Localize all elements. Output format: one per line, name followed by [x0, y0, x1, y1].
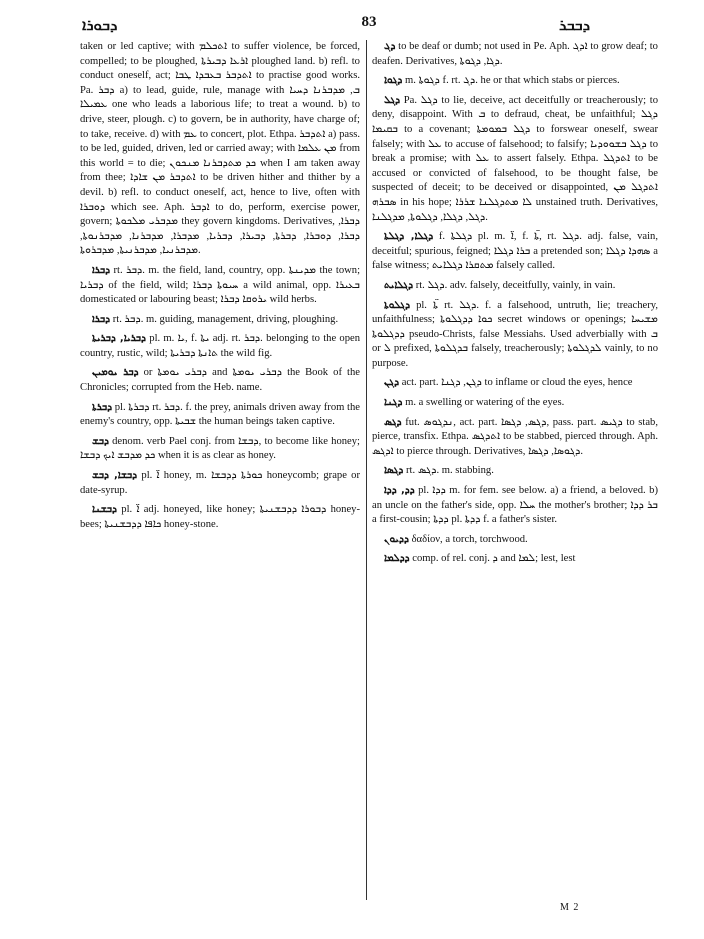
- entry-headword: ܕܓܠ: [384, 94, 401, 106]
- entry-headword: ܕܓܣܐ: [384, 465, 404, 477]
- entry-definition: δαδίον, a torch, torchwood.: [411, 533, 528, 545]
- entry-definition: comp. of rel. conj. ܕ and ܠܡܐ; lest, lest: [412, 553, 576, 565]
- entry-headword: ܕܒܪܐ: [92, 264, 111, 276]
- entry-definition: rt. ܕܒܪ. m. the field, land, country, opp. ܡܕܝܢܬܐ the town; ܕܒܪܝܐ of the field, wild; ܚܝܘܬܐ ܕܒܪܐ a wild animal, opp. ܒܥܝܪܐ domesticated or labouring beast; ܝܪܘܩܐ ܕܒܪܐ wild herbs.: [80, 264, 361, 306]
- entry-definition: act. part. ܕܓܢ, ܕܓܢܐ to inflame or cloud the eyes, hence: [401, 377, 633, 389]
- dictionary-entry: [372, 94, 658, 225]
- entry-definition: pl. m. ܝܐ, f. ܝܬܐ adj. rt. ܕܒܪ. belonging to the open country, rustic, wild; ܬܐܢܬܐ ܕܒܪܝܬܐ the wild fig.: [80, 333, 361, 359]
- entry-definition: rt. ܕܒܪ. m. guiding, management, driving, ploughing.: [112, 313, 339, 325]
- entry-definition: Pa. ܕܓܠ to lie, deceive, act deceitfully or treacherously; to deny, disappoint. With ܒ to defraud, cheat, be unfaithful; ܕܓܠ ܒܩܝܡܐ to a covenant; ܕܓܠ ܒܡܘܡܬܐ to forswear oneself, swear falsely; with ܥܠ to accuse of falsehood; to falsify; ܕܓܠ ܒܫܘܘܕܝܐ to break a promise; with ܥܠ to assert falsely. Ethpa. ܐܬܕܓܠ to be accused or convicted of falsehood, to be thought false, be suspected of deceit; to be deceived or disappointed, ܐܬܕܓܠ ܡܢ ܣܒܪܗ in his hope; ܠܐ ܡܬܕܓܠܢܐ ܫܪܪܐ unstained truth. Derivatives, ܕܓܠ, ܕܓܠܐ, ܕܓܠܘܬܐ, ܡܕܓܠܢܐ.: [372, 94, 659, 223]
- entry-definition: rt. ܕܓܣ. m. stabbing.: [406, 465, 494, 477]
- entry-definition: pl. ܬܐ̈ rt. ܕܓܠ. f. a falsehood, untruth, lie; treachery, unfaithfulness; ܟܘܐ ܕܕܓܠܘܬܐ secret windows or openings; ܡܫܝܚܐ ܕܕܓܠܘܬܐ pseudo-Christs, false Messiahs. Used adverbially with ܒ or ܠ prefixed, ܒܕܓܠܘܬܐ falsely, treacherously; ܠܕܓܠܘܬܐ vainly, to no purpose.: [372, 299, 659, 369]
- entry-headword: ܕܒܪܝܐ, ܕܒܪܝܬܐ: [92, 333, 146, 345]
- entry-headword: ܕܓܠܘܬܐ: [384, 299, 411, 311]
- dictionary-entry: [80, 332, 360, 361]
- dictionary-entry: [372, 484, 658, 528]
- entry-headword: ܕܓܠܐ, ܕܓܠܬܐ: [384, 231, 434, 243]
- entry-definition: rt. ܕܓܠ. adv. falsely, deceitfully, vainly, in vain.: [415, 279, 616, 291]
- dictionary-entry: [372, 533, 658, 548]
- page-number: 83: [361, 14, 377, 30]
- dictionary-entry: [80, 264, 360, 308]
- header-left-word: ܕܒܘܪܐ: [82, 16, 118, 34]
- entry-definition: pl. ܐ̈ adj. honeyed, like honey; ܕܒܘܪܐ ܕܕܒܫܢܝܬܐ honey-bees; ܟܐܦܐ ܕܕܒܫܢܝܬܐ honey-stone.: [80, 504, 361, 530]
- dictionary-entry: [80, 435, 360, 464]
- dictionary-entry: [372, 279, 658, 294]
- dictionary-entry: [80, 469, 360, 498]
- entry-definition: pl. ܕܕܐ m. for fem. see below. a) a friend, a beloved. b) an uncle on the father's side, opp. ܚܠܐ the mother's brother; ܒܪ ܕܕܐ a first-cousin; ܕܕܬܐ pl. ܕܕܬܐ f. a father's sister.: [372, 485, 659, 526]
- entry-headword: ܕܒܫ: [92, 435, 109, 447]
- dictionary-entry: [372, 396, 658, 411]
- entry-definition: f. ܕܓܠܬܐ pl. m. ܐ̈, f. ܬܐ̈, rt. ܕܓܠ. adj. false, vain, deceitful; spurious, feigned; ܒܪܐ ܕܓܠܐ a pretended son; ܣܗܕܐ ܕܓܠܐ a false witness; ܡܬܩܪܐ ܕܓܠܐܝܬ falsely called.: [372, 231, 658, 272]
- entry-definition: m. ܕܓܘܬܐ f. rt. ܕܓ. he or that which stabs or pierces.: [405, 75, 620, 87]
- left-column: [80, 40, 360, 537]
- running-header: [78, 14, 660, 36]
- entry-headword: ܕܒܪ ܝܘܡܝܢ: [92, 367, 139, 379]
- entry-headword: ܕܓ: [384, 41, 396, 52]
- dictionary-entry: [372, 230, 658, 274]
- entry-headword: ܕܒܫܢܐ: [92, 504, 117, 516]
- dictionary-entry: [80, 366, 360, 395]
- dictionary-entry: [372, 464, 658, 479]
- entry-definition: pl. ܐ̈ honey, m. ܟܘܪܬܐ ܕܕܒܫܐ honeycomb; grape or date-syrup.: [80, 470, 360, 496]
- entry-headword: ܕܕܠܡܐ: [384, 553, 410, 565]
- right-column: [372, 40, 658, 572]
- entry-definition: m. a swelling or watering of the eyes.: [405, 397, 565, 409]
- entry-headword: ܕܒܪܬܐ: [92, 401, 113, 413]
- dictionary-entry: [80, 313, 360, 328]
- dictionary-entry: [372, 40, 658, 69]
- dictionary-entry: [80, 401, 360, 430]
- entry-definition: taken or led captive; with ܐܬܟܠܡ to suffer violence, be forced, compelled; to be ploughed, ܐܪܥܐ ܕܒܝܪܬܐ ploughed land. b) refl. to conduct oneself, act; ܐܬܕܒܪ ܒܥܒܕܐ ܛܒܐ to practise good works. Pa. ܕܒܪ a) to lead, guide, rule, manage with ܒ, ܡܕܒܪܢܐ ܕܚܝܐ ܥܡܝܠܐ one who leads a laborious life; to treat a wound. b) to drive, steer, plough. c) to govern, be in authority, have charge of; to take, receive. d) with ܥܡ to concert, plot. Ethpa. ܐܬܕܒܪ a) pass. to be led, guided, driven, led or carried away; with ܡܢ ܥܠܡܐ from this world = to die; ܟܕ ܡܬܕܒܪܢܐ ܡܢܟܘܢ when I am taken away from thee; ܐܬܕܒܪ ܡܢ ܫܐܕܐ to be driven hither and thither by a devil. b) refl. to conduct oneself, act, hence to live, often with ܕܘܒܪܐ which see. Aph. ܐܕܒܪ to do, perform, exercise power, govern; ܡܕܒܪܝ ܡܠܟܘܬܐ they govern kingdoms. Derivatives, ܕܒܪܐ, ܕܒܪܐ, ܕܘܒܪܐ, ܕܒܪܬܐ, ܕܒܝܪܐ, ܕܒܪܝܐ, ܡܕܒܪܐ, ܡܕܒܪܢܐ, ܡܕܒܪܢܘܬܐ, ܡܕܒܪܢܝܐ, ܡܕܒܪܢܝܬܐ, ܡܕܒܪܘܬܐ.: [80, 41, 361, 257]
- entry-headword: ܕܓܢ: [384, 377, 400, 389]
- entry-headword: ܕܕܝܘܢ: [384, 533, 409, 545]
- column-divider: [366, 40, 367, 900]
- dictionary-entry: [372, 299, 658, 372]
- entry-definition: or ܕܒܪܝ ܝܘܡܬܐ and ܕܒܪܝ ܝܘܡܬܐ the Book of the Chronicles; corrupted from the Heb. name.: [80, 367, 360, 394]
- signature-mark: M 2: [560, 902, 580, 913]
- entry-headword: ܕܒܫܐ, ܕܒܫ: [92, 470, 138, 482]
- entry-definition: pl. ܕܒܪܬܐ rt. ܕܒܪ. f. the prey, animals driven away from the enemy's country, opp. ܫܒܝܬܐ the human beings taken captive.: [80, 401, 360, 428]
- dictionary-entry: [372, 416, 658, 460]
- dictionary-entry: [372, 74, 658, 89]
- dictionary-entry: [372, 552, 658, 567]
- entry-headword: ܕܓܢܐ: [384, 397, 403, 409]
- entry-headword: ܕܓܣ: [384, 416, 402, 428]
- entry-headword: ܕܒܪܐ: [92, 313, 111, 325]
- entry-headword: ܕܕ, ܕܕܐ: [384, 485, 415, 497]
- entry-headword: ܕܓܘܐ: [384, 75, 403, 87]
- header-right-word: ܕܒܒܪ: [559, 16, 590, 34]
- dictionary-entry: [80, 40, 360, 259]
- entry-definition: denom. verb Pael conj. from ܕܒܫܐ, to become like honey; ܟܕ ܡܕܒܫ ܐܝܟ ܕܒܫܐ when it is as clear as honey.: [80, 435, 360, 462]
- entry-definition: to be deaf or dumb; not used in Pe. Aph. ܐܕܓ to grow deaf; to deafen. Derivatives, ܕܓܐ, ܕܓܘܬܐ.: [372, 41, 658, 67]
- dictionary-entry: [372, 376, 658, 391]
- dictionary-entry: [80, 503, 360, 532]
- entry-headword: ܕܓܠܐܝܬ: [384, 279, 414, 291]
- entry-definition: fut. ܢܕܓܘܣ, act. part. ܕܓܣ, ܕܓܣܐ, pass. part. ܕܓܝܣ to stab, pierce, transfix. Ethpa. ܐܬܕܓܣ to be stabbed, pierced through. Aph. ܐܕܓܣ to pierce through. Derivatives, ܕܓܘܣܐ, ܕܓܣܐ.: [372, 416, 658, 457]
